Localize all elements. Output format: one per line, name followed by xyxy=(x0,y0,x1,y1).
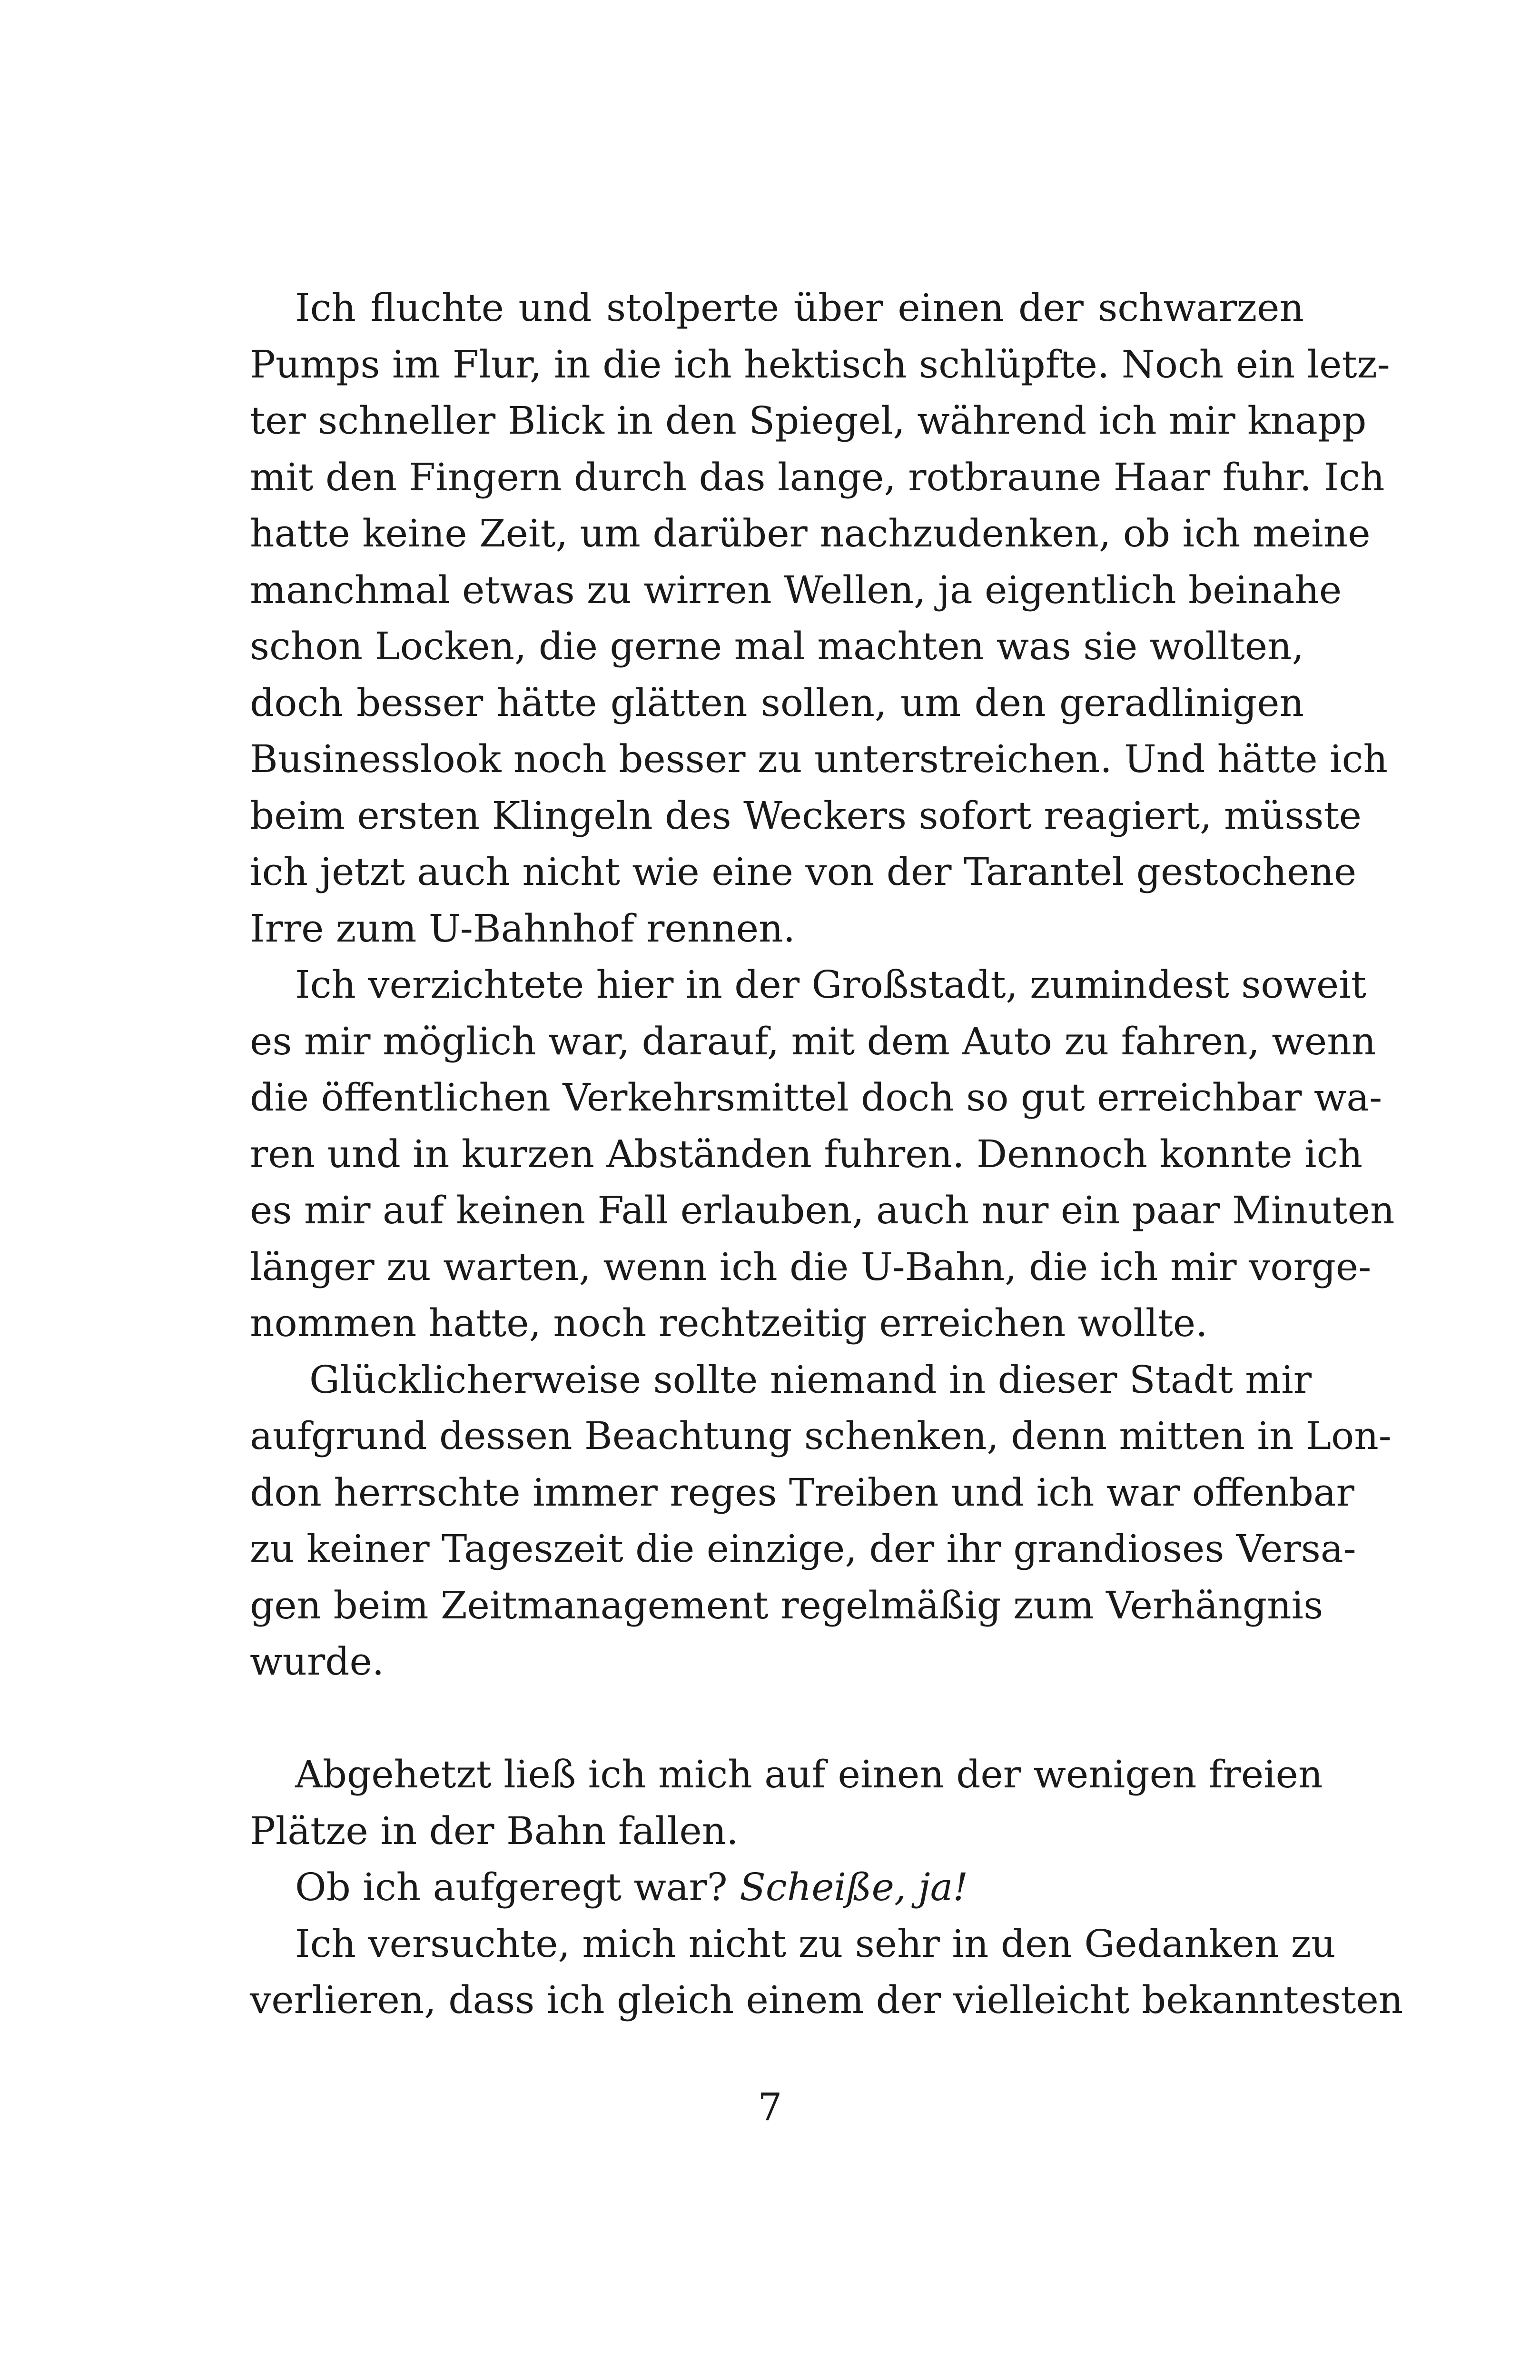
text-line: nommen hatte, noch rechtzeitig erreichen wollte. xyxy=(250,1301,1208,1345)
text-line: Ich fluchte und stolperte über einen der schwarzen xyxy=(295,286,1304,330)
text-line: es mir auf keinen Fall erlauben, auch nur ein paar Minuten xyxy=(250,1188,1395,1232)
page-number: 7 xyxy=(758,2085,782,2129)
text-line: verlieren, dass ich gleich einem der vielleicht bekanntesten xyxy=(250,1978,1403,2022)
section-break xyxy=(250,1690,1304,1747)
text-line: gen beim Zeitmanagement regelmäßig zum Verhängnis xyxy=(250,1583,1323,1627)
text-line: Irre zum U-Bahnhof rennen. xyxy=(250,906,796,951)
text-line: Abgehetzt ließ ich mich auf einen der wenigen freien xyxy=(295,1752,1323,1796)
text-line: ren und in kurzen Abständen fuhren. Dennoch konnte ich xyxy=(250,1131,1362,1176)
text-line: Plätze in der Bahn fallen. xyxy=(250,1808,739,1853)
text-line: die öffentlichen Verkehrsmittel doch so gut erreichbar wa- xyxy=(250,1075,1382,1120)
dialogue-question: Ob ich aufgeregt war? xyxy=(295,1865,728,1909)
italic-exclamation: Scheiße, ja! xyxy=(740,1865,968,1909)
text-line: ter schneller Blick in den Spiegel, während ich mir knapp xyxy=(250,398,1367,443)
text-line: ich jetzt auch nicht wie eine von der Tarantel gestochene xyxy=(250,850,1357,894)
text-line: doch besser hätte glätten sollen, um den geradlinigen xyxy=(250,680,1304,725)
text-line: manchmal etwas zu wirren Wellen, ja eigentlich beinahe xyxy=(250,567,1342,612)
text-line: hatte keine Zeit, um darüber nachzudenken, ob ich meine xyxy=(250,511,1371,555)
text-line: länger zu warten, wenn ich die U-Bahn, die ich mir vorge- xyxy=(250,1244,1372,1289)
text-line: Glücklicherweise sollte niemand in dieser Stadt mir xyxy=(309,1357,1312,1402)
text-line: aufgrund dessen Beachtung schenken, denn mitten in Lon- xyxy=(250,1414,1392,1458)
text-line: don herrschte immer reges Treiben und ich war offenbar xyxy=(250,1470,1354,1515)
text-line: schon Locken, die gerne mal machten was sie wollten, xyxy=(250,624,1304,668)
text-line: Ich versuchte, mich nicht zu sehr in den Gedanken zu xyxy=(295,1921,1336,1966)
text-line xyxy=(250,1859,1304,1916)
text-line: Businesslook noch besser zu unterstreichen. Und hätte ich xyxy=(250,737,1388,781)
text-line: zu keiner Tageszeit die einzige, der ihr grandioses Versa- xyxy=(250,1527,1356,1571)
text-line: es mir möglich war, darauf, mit dem Auto zu fahren, wenn xyxy=(250,1019,1376,1063)
body-text xyxy=(250,280,1403,2029)
text-line: beim ersten Klingeln des Weckers sofort reagiert, müsste xyxy=(250,793,1362,838)
text-line: mit den Fingern durch das lange, rotbraune Haar fuhr. Ich xyxy=(250,455,1385,499)
text-line: Pumps im Flur, in die ich hektisch schlüpfte. Noch ein letz- xyxy=(250,342,1390,387)
text-line: Ich verzichtete hier in der Großstadt, zumindest soweit xyxy=(295,962,1366,1007)
text-line: wurde. xyxy=(250,1639,385,1684)
